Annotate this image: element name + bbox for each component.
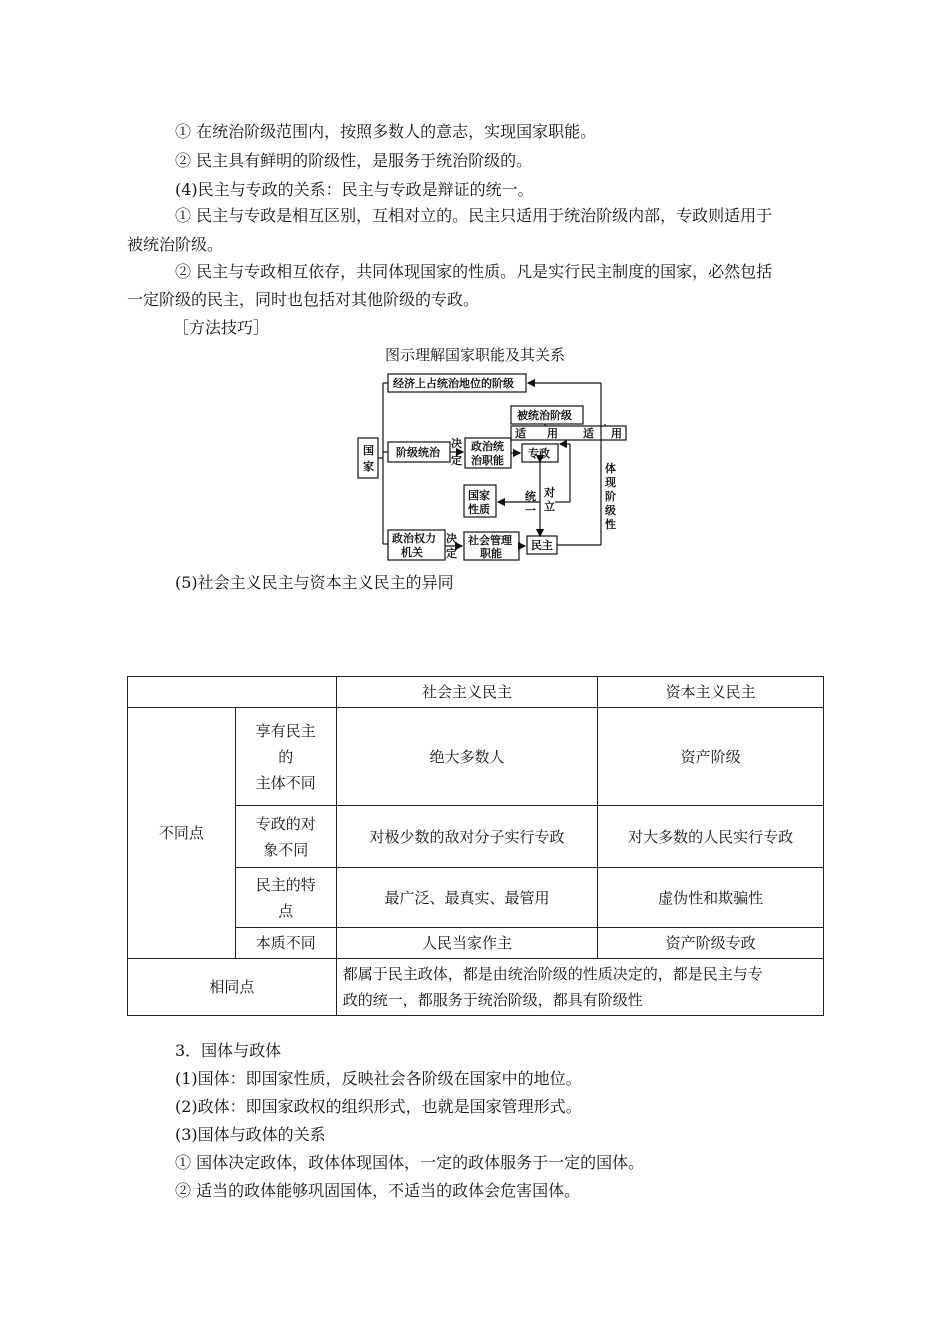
paragraph-line: (1)国体：即国家性质，反映社会各阶级在国家中的地位。: [175, 1069, 582, 1088]
node-zhengzhi-quanli: 政治权力: [392, 532, 436, 545]
label-tixian: 级: [605, 504, 616, 517]
label-tongyi: 一: [525, 504, 536, 517]
capitalist-cell: 资产阶级: [598, 708, 824, 806]
paragraph-line: (5)社会主义民主与资本主义民主的异同: [175, 573, 454, 592]
node-shehui-guanli: 社会管理: [468, 534, 512, 547]
label-tixian: 现: [605, 476, 616, 489]
paragraph-line: (3)国体与政体的关系: [175, 1125, 326, 1144]
same-text-cell: 都属于民主政体，都是由统治阶级的性质决定的，都是民主与专 政的统一，都服务于统治阶级，都具有阶级性: [336, 959, 823, 1016]
state-function-diagram: [355, 372, 635, 562]
aspect-cell: 本质不同: [235, 928, 336, 959]
label-tixian: 体: [605, 462, 616, 475]
capitalist-cell: 对大多数的人民实行专政: [598, 806, 824, 868]
paragraph-line: 一定阶级的民主，同时也包括对其他阶级的专政。: [127, 290, 480, 309]
node-shehui-guanli: 职能: [480, 547, 502, 560]
node-zhengzhi-quanli: 机关: [401, 546, 423, 559]
capitalist-cell: 虚伪性和欺骗性: [598, 868, 824, 928]
aspect-cell: 享有民主 的 主体不同: [235, 708, 336, 806]
method-tips-heading: ［方法技巧］: [173, 318, 270, 337]
label-tixian: 阶: [605, 490, 616, 503]
table-row: [128, 959, 824, 1016]
socialist-cell: 人民当家作主: [336, 928, 598, 959]
socialist-cell: 最广泛、最真实、最管用: [336, 868, 598, 928]
label-shiyong: 适: [515, 427, 526, 440]
aspect-cell: 专政的对 象不同: [235, 806, 336, 868]
label-jueding: 定: [451, 454, 462, 467]
label-tixian: 性: [605, 518, 616, 531]
node-guojia-xingzhi: 国家: [468, 489, 490, 502]
paragraph-line: ② 民主具有鲜明的阶级性，是服务于统治阶级的。: [175, 151, 533, 170]
socialist-cell: 对极少数的敌对分子实行专政: [336, 806, 598, 868]
node-bei-tongzhi: 被统治阶级: [517, 409, 572, 422]
node-guojia: 国: [363, 444, 374, 457]
table-header-cell: 社会主义民主: [336, 677, 598, 708]
table-header-cell: 资本主义民主: [598, 677, 824, 708]
label-shiyong: 用: [611, 427, 622, 440]
paragraph-line: ② 民主与专政相互依存，共同体现国家的性质。凡是实行民主制度的国家，必然包括: [175, 262, 773, 281]
socialist-cell: 绝大多数人: [336, 708, 598, 806]
label-shiyong: 适: [583, 427, 594, 440]
label-duili: 立: [544, 500, 555, 513]
node-minzhu: 民主: [531, 539, 553, 552]
label-shiyong: 用: [547, 427, 558, 440]
node-zhengzhi-tongzhi: 政治统: [471, 440, 504, 453]
same-label-cell: 相同点: [128, 959, 337, 1016]
label-jueding: 决: [446, 532, 457, 545]
paragraph-line: 被统治阶级。: [127, 235, 224, 254]
comparison-table: [127, 676, 824, 1016]
paragraph-line: ① 民主与专政是相互区别，互相对立的。民主只适用于统治阶级内部，专政则适用于: [175, 206, 773, 225]
section-heading: 3．国体与政体: [175, 1041, 282, 1060]
node-guojia: 家: [363, 460, 374, 473]
paragraph-line: ② 适当的政体能够巩固国体，不适当的政体会危害国体。: [175, 1181, 581, 1200]
node-guojia-xingzhi: 性质: [468, 503, 490, 516]
table-header-cell: [128, 677, 337, 708]
node-zhengzhi-tongzhi: 治职能: [471, 454, 504, 467]
capitalist-cell: 资产阶级专政: [598, 928, 824, 959]
table-header-row: [128, 677, 824, 708]
label-duili: 对: [544, 486, 555, 499]
diagram-title: 图示理解国家职能及其关系: [384, 346, 565, 364]
node-jieji-tongzhi: 阶级统治: [396, 446, 440, 459]
node-zhuanzheng: 专政: [528, 447, 550, 460]
aspect-cell: 民主的特 点: [235, 868, 336, 928]
paragraph-line: ① 在统治阶级范围内，按照多数人的意志，实现国家职能。: [175, 122, 597, 141]
label-jueding: 定: [446, 547, 457, 560]
node-jingji: 经济上占统治地位的阶级: [393, 377, 514, 390]
label-tongyi: 统: [525, 490, 536, 503]
table-row: [128, 708, 824, 806]
label-jueding: 决: [451, 437, 462, 450]
paragraph-line: (4)民主与专政的关系：民主与专政是辩证的统一。: [175, 180, 534, 199]
paragraph-line: (2)政体：即国家政权的组织形式，也就是国家管理形式。: [175, 1097, 582, 1116]
paragraph-line: ① 国体决定政体，政体体现国体，一定的政体服务于一定的国体。: [175, 1153, 645, 1172]
group-label-cell: 不同点: [128, 708, 236, 959]
